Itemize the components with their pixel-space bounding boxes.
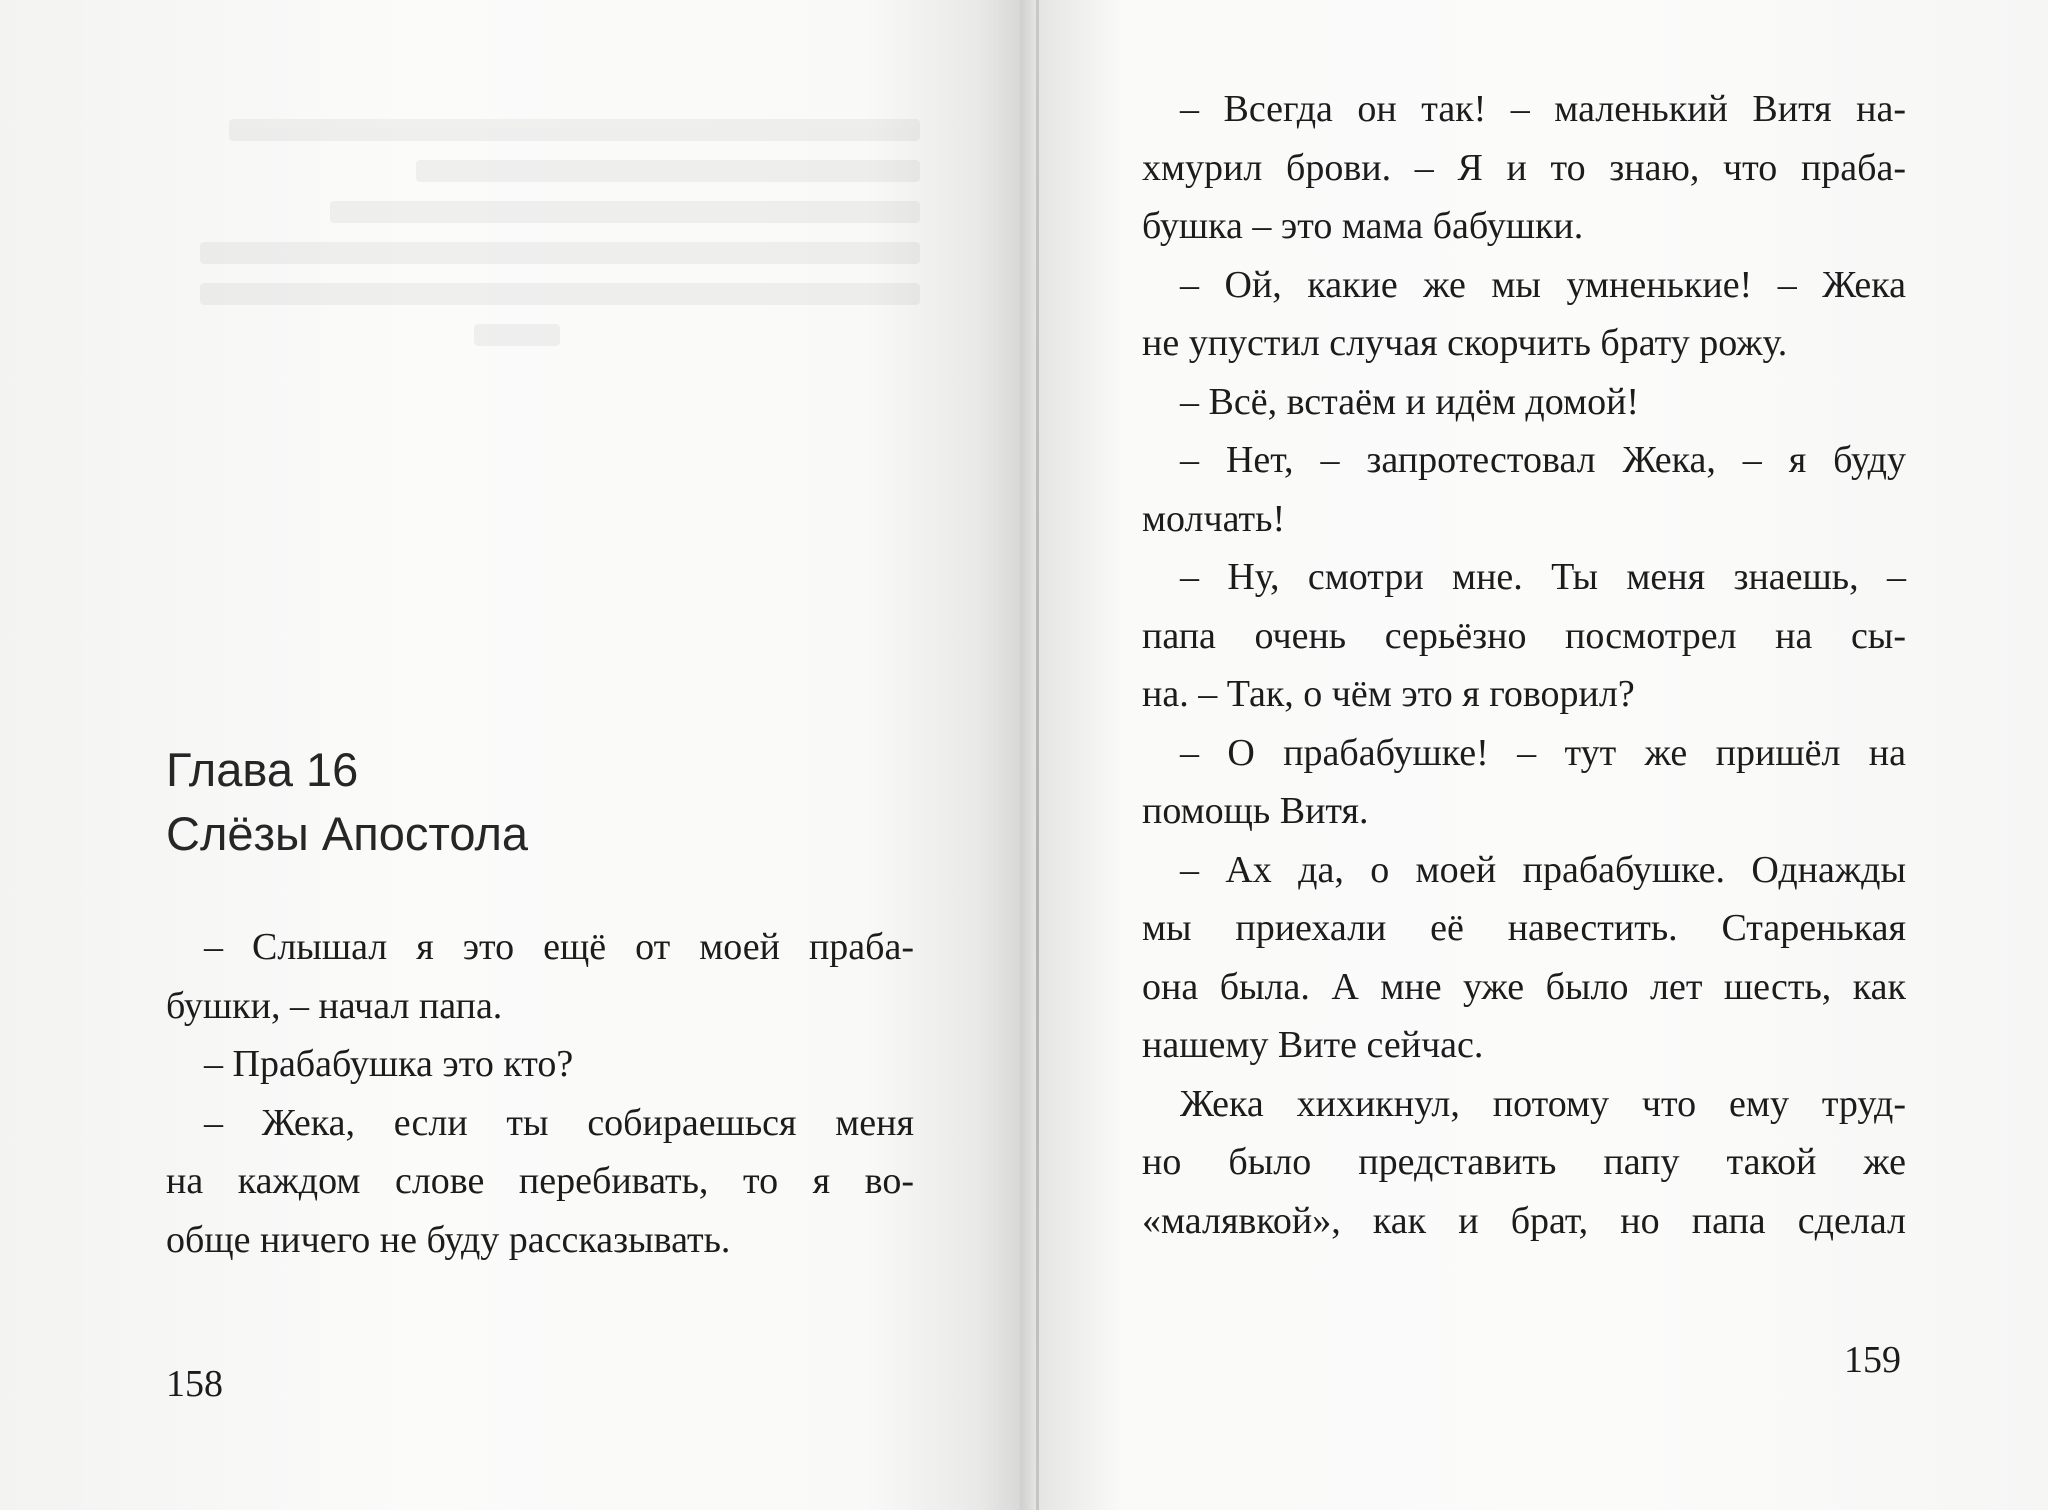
chapter-heading <box>166 738 528 866</box>
text-line: – Ах да, о моей прабабушке. Однажды <box>1180 848 1906 891</box>
text-line: на. – Так, о чём это я говорил? <box>1142 673 1635 715</box>
text-line: «малявкой», как и брат, но папа сделал <box>1142 1199 1906 1242</box>
text-line: – Всё, встаём и идём домой! <box>1180 380 1640 423</box>
page-number: 158 <box>166 1363 223 1405</box>
text-line: – Нет, – запротестовал Жека, – я буду <box>1180 439 1906 481</box>
left-page-body <box>166 918 914 1269</box>
text-line: – Всегда он так! – маленький Витя на- <box>1180 88 1906 130</box>
text-line: – О прабабушке! – тут же пришёл на <box>1180 731 1906 774</box>
text-line: не упустил случая скорчить брату рожу. <box>1142 322 1788 364</box>
right-page <box>1020 0 2048 1510</box>
text-line: она была. А мне уже было лет шесть, как <box>1142 965 1906 1008</box>
text-line: мы приехали её навестить. Старенькая <box>1142 907 1906 949</box>
text-line: – Слышал я это ещё от моей праба- <box>204 926 914 968</box>
right-page-body <box>1142 80 1906 1250</box>
text-line: но было представить папу такой же <box>1142 1141 1906 1183</box>
text-line: помощь Витя. <box>1142 790 1369 832</box>
text-line: хмурил брови. – Я и то знаю, что праба- <box>1142 146 1906 189</box>
text-line: бушки, – начал папа. <box>166 984 503 1027</box>
text-line: Жека хихикнул, потому что ему труд- <box>1180 1082 1906 1125</box>
left-page <box>0 0 1020 1510</box>
text-line: бушка – это мама бабушки. <box>1142 205 1584 247</box>
text-line: молчать! <box>1142 497 1286 540</box>
text-line: – Ну, смотри мне. Ты меня знаешь, – <box>1180 556 1906 598</box>
text-line: – Жека, если ты собираешься меня <box>204 1101 914 1144</box>
text-line: на каждом слове перебивать, то я во- <box>166 1160 914 1202</box>
text-line: папа очень серьёзно посмотрел на сы- <box>1142 614 1906 657</box>
chapter-title: Слёзы Апостола <box>166 807 529 860</box>
chapter-number: Глава 16 <box>166 743 359 796</box>
text-line: – Ой, какие же мы умненькие! – Жека <box>1180 263 1906 306</box>
show-through-text <box>200 100 920 365</box>
text-line: обще ничего не буду рассказывать. <box>166 1218 731 1261</box>
text-line: – Прабабушка это кто? <box>204 1043 574 1085</box>
book-gutter <box>1036 0 1039 1510</box>
text-line: нашему Вите сейчас. <box>1142 1024 1484 1066</box>
page-number: 159 <box>1844 1339 1901 1381</box>
